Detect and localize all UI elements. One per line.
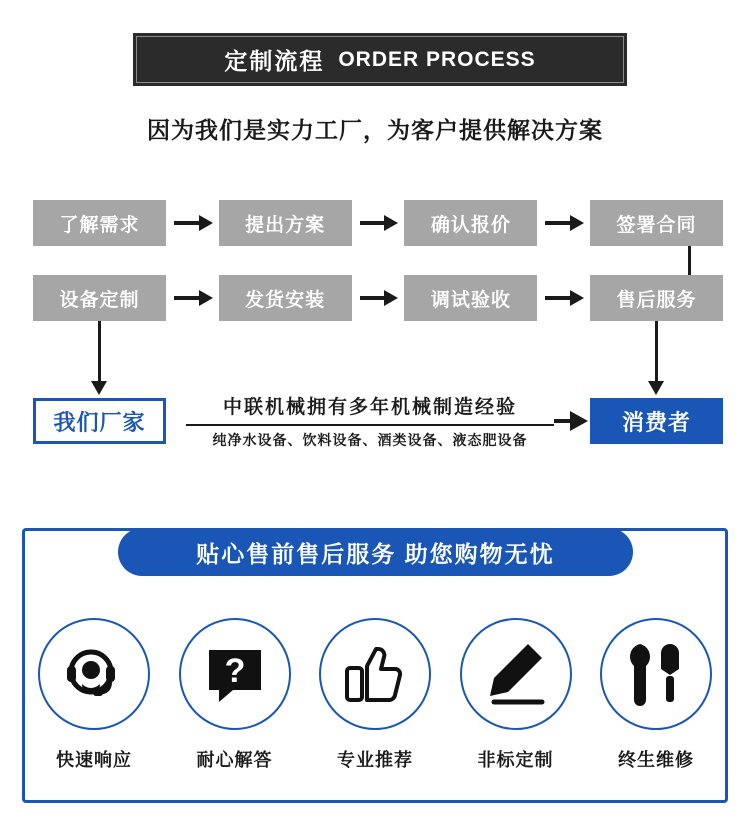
flow-arrow-down-icon <box>91 381 107 395</box>
flow-connector-left-vertical <box>98 321 101 383</box>
flow-arrow-right-icon <box>352 275 405 321</box>
flow-connector-right-vertical <box>688 246 691 275</box>
service-item-fast-response <box>30 618 158 772</box>
service-item-label: 非标定制 <box>477 750 554 770</box>
flow-arrow-right-icon <box>166 275 219 321</box>
band-arrow-right-icon <box>570 411 588 431</box>
flow-step-4: 签署合同 <box>590 200 723 246</box>
band-consumer-label: 消费者 <box>590 398 723 444</box>
flow-step-1: 了解需求 <box>33 200 166 246</box>
svg-text:?: ? <box>224 652 245 690</box>
flow-step-7: 调试验收 <box>404 275 537 321</box>
flow-arrow-right-icon <box>537 200 590 246</box>
service-item-label: 耐心解答 <box>196 750 273 770</box>
flow-step-5: 设备定制 <box>33 275 166 321</box>
service-item-professional-recommend <box>311 618 439 772</box>
flow-connector-right-vertical-2 <box>655 321 658 383</box>
service-item-patient-answer <box>171 618 299 772</box>
flow-step-6: 发货安装 <box>219 275 352 321</box>
wrench-screwdriver-icon <box>600 618 712 730</box>
band-center-line2: 纯净水设备、饮料设备、酒类设备、液态肥设备 <box>212 432 528 448</box>
pencil-icon <box>460 618 572 730</box>
band-factory-label: 我们厂家 <box>33 398 166 444</box>
service-item-label: 专业推荐 <box>337 750 413 770</box>
question-bubble-icon <box>179 618 291 730</box>
flow-arrow-right-icon <box>352 200 405 246</box>
band-center-divider <box>186 424 554 426</box>
flow-arrow-right-icon <box>166 200 219 246</box>
service-panel-title: 贴心售前售后服务 助您购物无忧 <box>118 528 633 576</box>
flow-step-2: 提出方案 <box>219 200 352 246</box>
flow-row-2 <box>33 275 723 321</box>
band-center-text <box>186 392 554 450</box>
band-center-line1: 中联机械拥有多年机械制造经验 <box>222 397 517 418</box>
header-title-cn: 定制流程 <box>224 48 325 74</box>
flow-step-8: 售后服务 <box>590 275 723 321</box>
header-banner <box>133 33 627 86</box>
flow-arrow-down-icon <box>648 381 664 395</box>
service-item-lifetime-repair <box>592 618 720 772</box>
service-item-label: 终生维修 <box>618 750 694 770</box>
flow-arrow-right-icon <box>537 275 590 321</box>
thumbs-up-icon <box>319 618 431 730</box>
service-item-custom-nonstandard <box>452 618 580 772</box>
header-subtitle: 因为我们是实力工厂，为客户提供解决方案 <box>147 117 603 143</box>
flow-row-1 <box>33 200 723 246</box>
service-item-list <box>30 618 720 772</box>
service-item-label: 快速响应 <box>56 750 132 770</box>
headset-icon <box>38 618 150 730</box>
header-title-en: ORDER PROCESS <box>338 47 536 71</box>
header-banner-inner <box>136 36 624 83</box>
flow-step-3: 确认报价 <box>404 200 537 246</box>
